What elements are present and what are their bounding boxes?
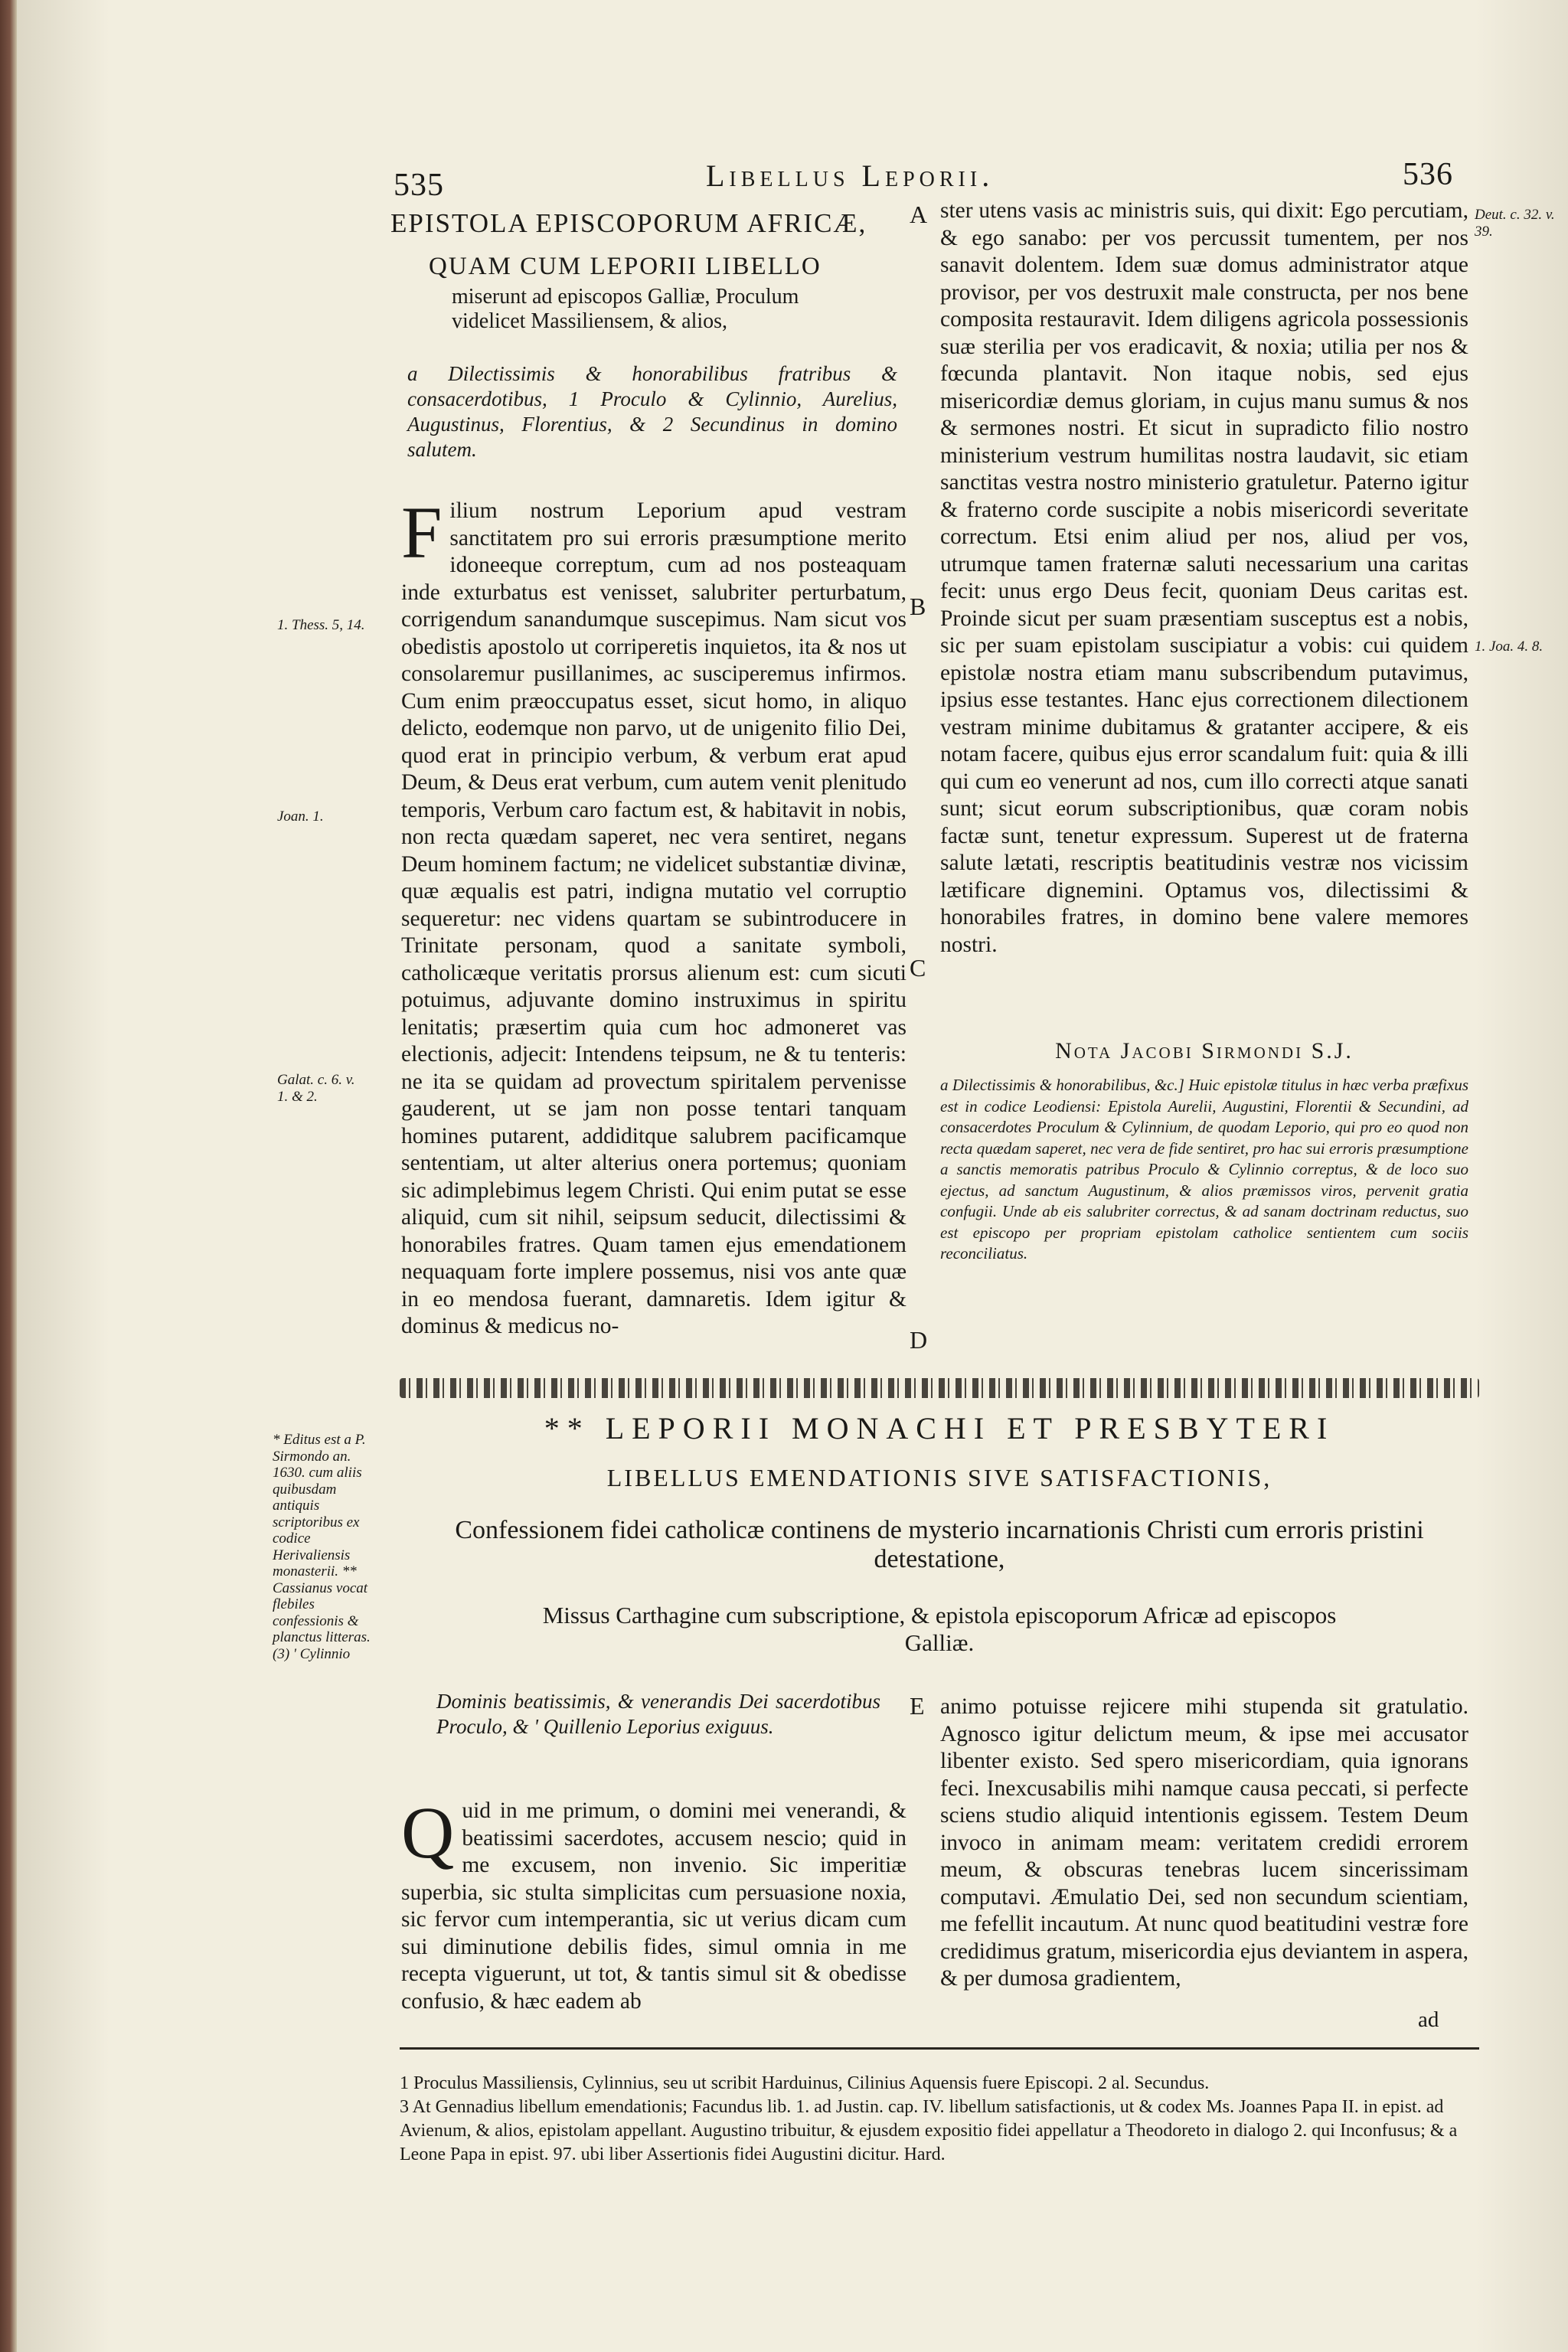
libellus-body-right: animo potuisse rejicere mihi stupenda sit gratulatio. Agnosco igitur delictum meum, & ipse mei accusator libenter existo. Sed spero misericordiam, quia ignorans feci. Inexcusabilis mihi namque causa peccati, si perfecte sciens studio aliquid intentionis egissem. Testem Deum invoco in animam meam: veritatem credidi errorem meum, & obscuras tenebras lucem sincerissimam computavi. Æmulatio Dei, sed non secundum scientiam, me fefellit incautum. At nunc quod beatitudini vestræ fore credidimus gratum, misericordia ejus deviantem in aspera, & per dumosa gradientem,	[940, 1694, 1468, 1991]
footnote-rule	[400, 2047, 1479, 2050]
drop-cap-q: Q	[401, 1792, 455, 1873]
section-mark-c: C	[910, 954, 926, 982]
footnote-1: 1 Proculus Massiliensis, Cylinnius, seu ut scribit Harduinus, Cilinius Aquensis fuere Episcopi. 2 al. Secundus.	[400, 2073, 1210, 2093]
margin-note-joan: Joan. 1.	[277, 808, 324, 825]
section-mark-b: B	[910, 593, 926, 620]
drop-cap-f: F	[401, 492, 443, 573]
margin-note-edition: * Editus est a P. Sirmondo an. 1630. cum aliis quibusdam antiquis scriptoribus ex codice Herivaliensis monasterii. ** Cassianus vocat flebiles confessionis & planctus litteras. (3) ' Cylinnio	[273, 1432, 371, 1662]
book-page	[17, 0, 1568, 2352]
book-spine-edge	[0, 0, 17, 2352]
libellus-missus: Missus Carthagine cum subscriptione, & epistola episcoporum Africæ ad episcopos Galliæ.	[542, 1602, 1337, 1656]
right-page-number: 536	[1403, 157, 1453, 192]
epistola-subtitle: QUAM CUM LEPORII LIBELLO	[429, 253, 822, 280]
epistola-subtitle-2: miserunt ad episcopos Galliæ, Proculum	[452, 285, 799, 309]
section-mark-a: A	[910, 201, 928, 228]
epistola-body-right: ster utens vasis ac ministris suis, qui dixit: Ego percutiam, & ego sanabo: per vos percussit tumentem, per nos sanavit dolentem. Idem suæ domus administrator atque provisor, per vos destruxit male constructa, per nos bene composita restauravit. Idem diligens agricola possessionis suæ sterilia per vos eradicavit, & noxia; utilia per nos & fœcunda plantavit. Non itaque nobis, sed ejus misericordiæ demus gloriam, in cujus manu sumus & nos & sermones nostri. Et sicut in supradicto filio nostro ministerium vestrum humilitas nostra laudavit, sic etiam sanctitas vestra nostro ministerio gratuletur. Paterno igitur & fraterno corde suscipite a nobis misericordi severitate correctum. Etsi enim aliud per nos, aliud per vos, utrumque tamen fraternæ saluti necessarium una caritas fecit: unus ergo Deus fecit, quoniam Deus caritas est. Proinde sicut per suam præsentiam susceptus est a nobis, sic per suam epistolam suscipiatur a vobis: cui quidem epistolæ nostra etiam manu subscribendum putavimus, ipsius esse testantes. Hanc ejus correctionem dilectionem vestram minime dubitamus & gratanter accipere, & eis notam facere, quibus ejus error scandalum fuit: quia & illi qui cum eo venerunt ad nos, cum illo correcti atque sanati sunt; sicut eorum subscriptionibus, quæ coram nobis factæ sunt, tenetur expressum. Superest ut de fraterna salute lætati, rescriptis beatitudinis vestræ nos vicissim lætificare dignemini. Optamus vos, dilectissimi & honorabiles fratres, in domino bene valere memores nostri.	[940, 198, 1468, 957]
libellus-body-left: Q uid in me primum, o domini mei venerandi, & beatissimi sacerdotes, accusem nescio; quid in me excusem, non invenio. Sic imperitiæ superbia, sic stulta simplicitas cum persuasione noxia, sic fervor cum intemperantia, sic ut verius dicam cum sui diminutione debilis fides, simul omnia in me recepta viguerunt, ut tot, & tantis simul sit & obedisse confusio, & hæc eadem ab	[401, 1792, 906, 2014]
epistola-title: EPISTOLA EPISCOPORUM AFRICÆ,	[390, 208, 867, 238]
footnotes	[400, 2072, 1479, 2167]
epistola-subtitle-3: videlicet Massiliensem, & alios,	[452, 309, 728, 333]
epistola-salutation: a Dilectissimis & honorabilibus fratribus & consacerdotibus, 1 Proculo & Cylinnio, Aurelius, Augustinus, Florentius, & 2 Secundinus in domino salutem.	[407, 362, 897, 461]
margin-note-deut: Deut. c. 32. v. 39.	[1475, 207, 1555, 240]
footnote-3: 3 At Gennadius libellum emendationis; Facundus lib. 1. ad Justin. cap. IV. libellum satisfactionis, ut & codex Ms. Joannes Papa II. in epist. ad Avienum, & alios, epistolam appellant. Augustino tribuitur, & ejusdem expositio fidei appellatur a Theodoreto in dialogo 2. qui Inconfusus; & a Leone Papa in epist. 97. ubi liber Assertionis fidei Augustini dicitur. Hard.	[400, 2097, 1458, 2164]
section-mark-d: D	[910, 1326, 928, 1354]
libellus-subtitle: LIBELLUS EMENDATIONIS SIVE SATISFACTIONIS,	[606, 1464, 1272, 1491]
margin-note-galat: Galat. c. 6. v. 1. & 2.	[277, 1072, 355, 1105]
epistola-body-left: F ilium nostrum Leporium apud vestram sanctitatem pro sui erroris præsumptione merito idoneeque correptum, cum ad nos posteaquam inde exturbatus est venisset, salubriter perturbatum, corrigendum sanandumque suscepimus. Nam sicut vos obedistis apostolo ut corriperetis inquietos, ita & nos ut consolaremur pusillanimes, ac susciperemus infirmos. Cum enim præoccupatus esset, sicut homo, in aliquo delicto, eodemque non parvo, ut de unigenito filio Dei, quod erat in principio verbum, & verbum erat apud Deum, & Deus erat verbum, cum autem venit plenitudo temporis, Verbum caro factum est, & habitavit in nobis, non recta quædam saperet, nec vera sentiret, negans Deum hominem factum; ne videlicet substantiæ divinæ, quæ æqualis est patri, indigna mutatio vel corruptio sequeretur: nec videns quartam se subintroducere in Trinitate personam, quod a sanitate symboli, catholicæque veritatis prorsus alienum est: cum sicuti potuimus, adjuvante domino instruximus in spiritu lenitatis; præsertim quia cum hoc admoneret vas electionis, adjecit: Intendens teipsum, ne & tu tenteris: ne ita se quidam ad provectum spiritalem pervenisse gauderent, ut se jam non posse tentari tanquam homines putarent, addiditque salubrem pacificamque sententiam, ut alter alterius onera portemus; quoniam sic adimplebimus legem Christi. Qui enim putat se esse aliquid, cum sit nihil, seipsum seducit, dilectissimi & honorabiles fratres. Quam tamen ejus emendationem nequaquam forte implere possemus, nisi vos ante quæ in eo mendosa fuerant, damnaretis. Idem igitur & dominus & medicus no-	[401, 492, 906, 1338]
section-mark-e: E	[910, 1692, 925, 1720]
catchword: ad	[1418, 2007, 1439, 2032]
libellus-salutation: Dominis beatissimis, & venerandis Dei sacerdotibus Proculo, & ' Quillenio Leporius exiguus.	[436, 1690, 880, 1738]
ornamental-divider	[400, 1378, 1479, 1398]
nota-text: a Dilectissimis & honorabilibus, &c.] Huic epistolæ titulus in hæc verba præfixus est in codice Leodiensi: Epistola Aurelii, Augustini, Florentii & Secundini, ad consacerdotes Proculum & Cylinnium, de quodam Leporio, qui pro eo quod non recta quædam saperet, nec vera de fide sentiret, pro hac sui erroris præsumptione a sanctis memoratis patribus Proculo & Cylinnio correptus, & de loco suo ejectus, ad sanctum Augustinum, & alios præmissos viros, pervenit gratia confugii. Unde ab eis salubriter correctus, & ad sanam doctrinam reductus, suo est episcopo per propriam epistolam catholice sentientem cum sociis reconciliatus.	[940, 1076, 1468, 1263]
left-page-number: 535	[394, 168, 444, 203]
margin-note-thess: 1. Thess. 5, 14.	[277, 617, 365, 633]
margin-note-joa: 1. Joa. 4. 8.	[1475, 639, 1544, 655]
libellus-title: ** LEPORII MONACHI ET PRESBYTERI	[544, 1411, 1335, 1446]
nota-title: Nota Jacobi Sirmondi S.J.	[1055, 1038, 1354, 1063]
running-title: Libellus Leporii.	[706, 158, 995, 193]
libellus-description: Confessionem fidei catholicæ continens de mysterio incarnationis Christi cum erroris pristini detestatione,	[455, 1516, 1424, 1573]
